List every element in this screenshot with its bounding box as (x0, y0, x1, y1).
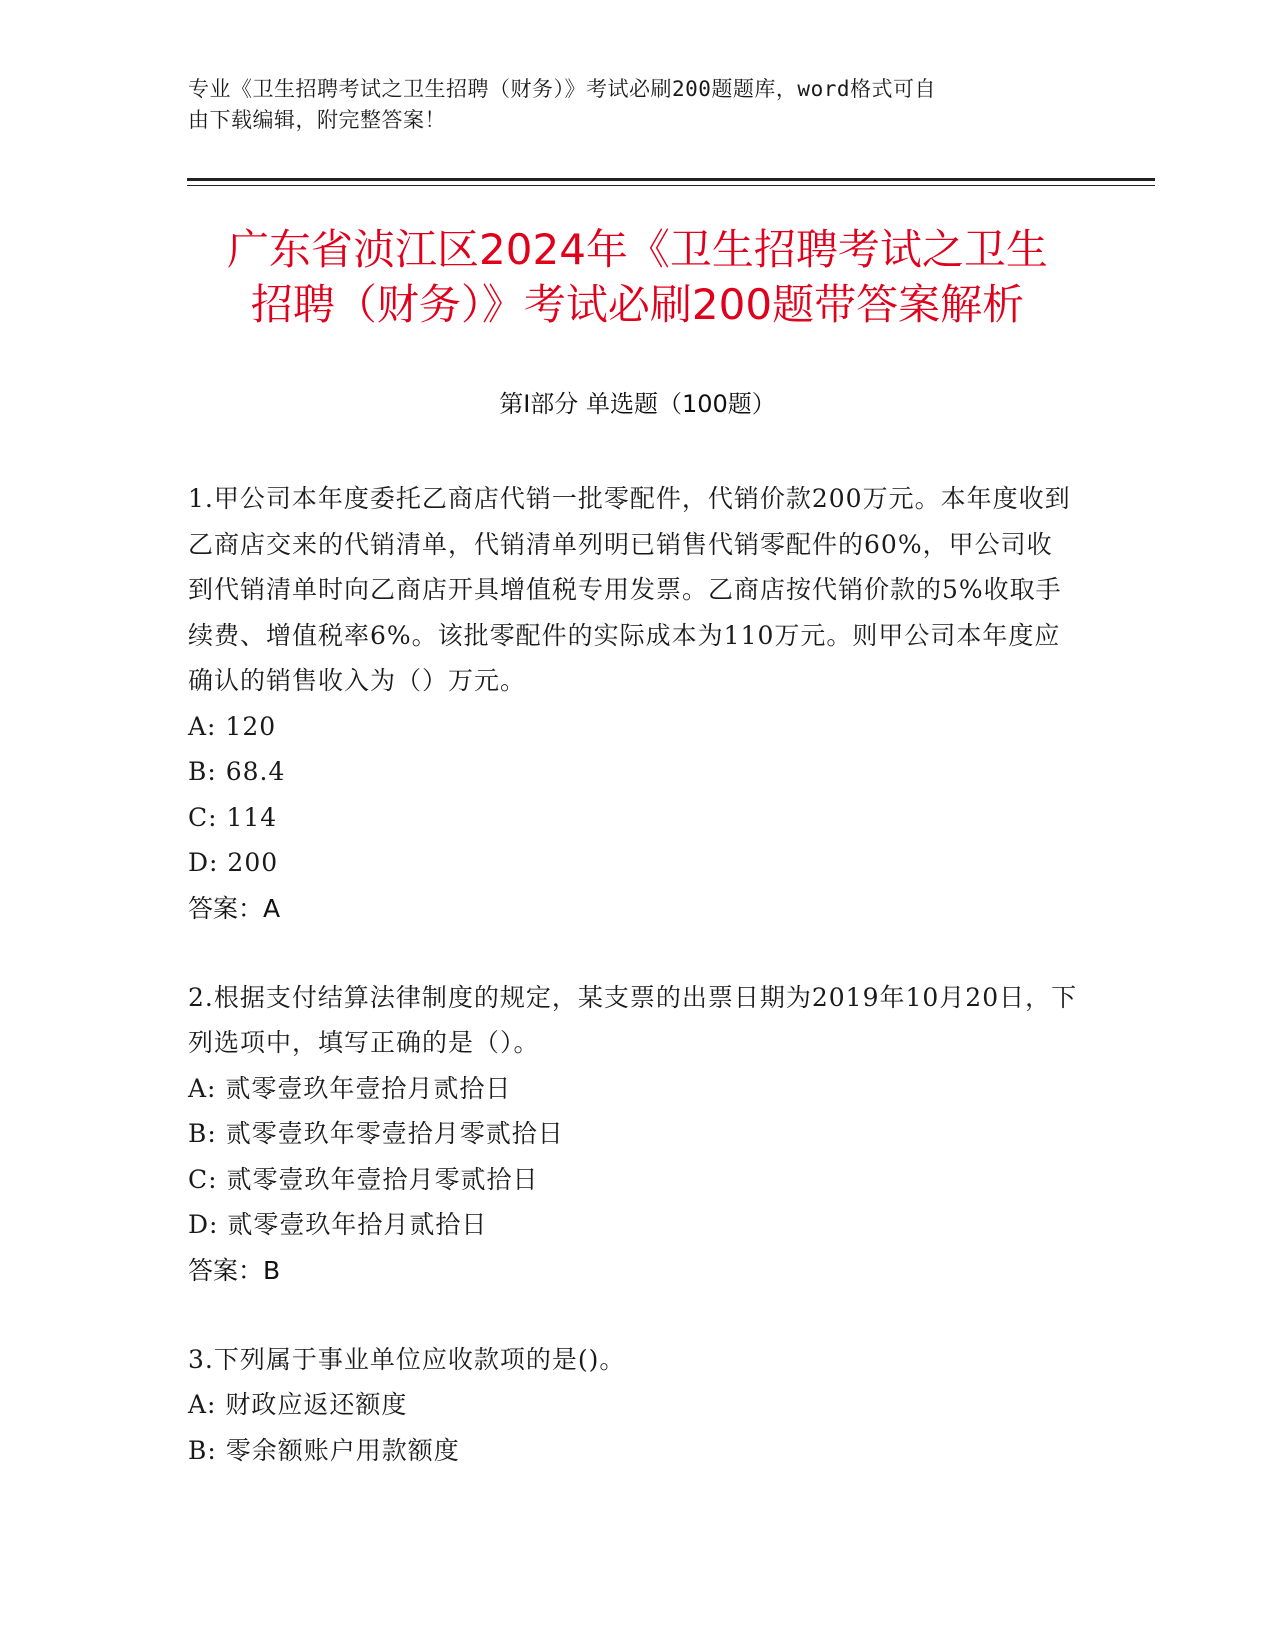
question-stem: 3.下列属于事业单位应收款项的是()。 (188, 1344, 626, 1374)
question-2 (188, 975, 1078, 1293)
document-title-line-2: 招聘（财务）》考试必刷200题带答案解析 (250, 280, 1025, 329)
answer-label: 答案：A (188, 893, 281, 923)
header-note-line-1: 专业《卫生招聘考试之卫生招聘（财务）》考试必刷200题题库，word格式可自 (188, 77, 936, 101)
answer-label: 答案：B (188, 1255, 281, 1285)
question-1 (188, 476, 1078, 931)
option-d: D: 200 (188, 848, 279, 877)
header-divider-thick (187, 178, 1155, 181)
option-d: D: 贰零壹玖年拾月贰拾日 (188, 1210, 488, 1239)
option-b: B: 贰零壹玖年零壹拾月零贰拾日 (188, 1119, 564, 1148)
document-title-line-1: 广东省浈江区2024年《卫生招聘考试之卫生 (227, 225, 1048, 274)
document-title (150, 222, 1125, 332)
question-list (188, 476, 1078, 1517)
option-c: C: 114 (188, 802, 278, 832)
section-heading: 第Ⅰ部分 单选题（100题） (499, 390, 776, 418)
option-a: A: 120 (188, 711, 277, 741)
option-a: A: 财政应返还额度 (188, 1390, 408, 1419)
header-note (188, 74, 1068, 136)
question-3 (188, 1337, 1078, 1474)
question-stem: 2.根据支付结算法律制度的规定，某支票的出票日期为2019年10月20日，下列选项中，填写正确的是（）。 (188, 982, 1078, 1057)
option-b: B: 零余额账户用款额度 (188, 1435, 460, 1465)
option-a: A: 贰零壹玖年壹拾月贰拾日 (188, 1073, 512, 1103)
option-b: B: 68.4 (188, 757, 286, 786)
header-note-line-2: 由下载编辑，附完整答案！ (188, 108, 446, 132)
question-stem: 1.甲公司本年度委托乙商店代销一批零配件，代销价款200万元。本年度收到乙商店交来的代销清单，代销清单列明已销售代销零配件的60%，甲公司收到代销清单时向乙商店开具增值税专用发票。乙商店按代销价款的5%收取手续费、增值税率6%。该批零配件的实际成本为110万元。则甲公司本年度应确认的销售收入为（）万元。 (188, 484, 1071, 695)
header-divider-thin (187, 185, 1155, 186)
option-c: C: 贰零壹玖年壹拾月零贰拾日 (188, 1164, 539, 1194)
